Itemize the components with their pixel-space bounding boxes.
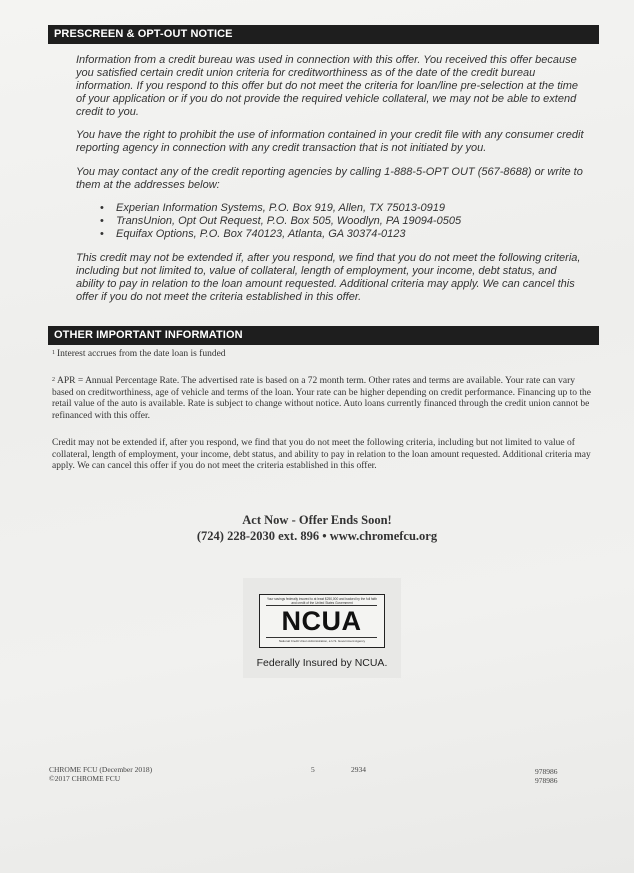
agency-equifax: • Equifax Options, P.O. Box 740123, Atlanta, GA 30374-0123	[100, 228, 580, 241]
footnote-2-mark: 2	[52, 377, 55, 383]
footnote-2-text: APR = Annual Percentage Rate. The advertised rate is based on a 72 month term. Other rates and terms are available. Your rate can vary based on creditworthiness, age of vehicle and terms of the loan. Your rate can be higher depending on credit performance. Financing up to the retail value of the auto is available. Rate is subject to change without notice. Auto loans currently financed through the credit union cannot be refinanced with this offer.	[52, 376, 591, 421]
prescreen-paragraph-4: This credit may not be extended if, after you respond, we find that you do not meet the following criteria, including but not limited to, value of collateral, length of employment, your income, debt status, and ability to pay in relation to the loan amount requested. Additional criteria may apply. We can cancel this offer if you do not meet the criteria established in this offer.	[76, 252, 581, 303]
footnote-2	[52, 376, 592, 422]
other-info-heading: OTHER IMPORTANT INFORMATION	[48, 326, 599, 345]
ncua-insurance-text: Your savings federally insured to at least $250,000 and backed by the full faith and credit of the United States Government	[266, 597, 378, 605]
footer-ref-1: 978986	[535, 767, 558, 776]
footnote-1-text: Interest accrues from the date loan is funded	[57, 349, 226, 359]
agency-experian: • Experian Information Systems, P.O. Box 919, Allen, TX 75013-0919	[100, 202, 580, 215]
ncua-rule-bottom	[266, 637, 377, 638]
cta-headline: Act Now - Offer Ends Soon!	[242, 513, 392, 527]
prescreen-heading: PRESCREEN & OPT-OUT NOTICE	[48, 25, 599, 44]
ncua-logo: NCUA	[281, 606, 362, 636]
ncua-sign	[259, 594, 385, 648]
footer-right	[535, 767, 558, 785]
agency-list	[100, 202, 580, 241]
footnote-1	[52, 349, 592, 361]
agency-transunion: • TransUnion, Opt Out Request, P.O. Box 505, Woodlyn, PA 19094-0505	[100, 215, 580, 228]
footer-form-id: CHROME FCU (December 2018)	[49, 765, 153, 774]
footnote-1-mark: 1	[52, 350, 55, 356]
ncua-badge	[243, 578, 401, 678]
prescreen-paragraph-2: You have the right to prohibit the use of information contained in your credit file with any consumer credit reporting agency in connection with any credit transaction that is not initiated by you.	[76, 129, 584, 154]
footer-code: 2934	[351, 765, 366, 774]
criteria-paragraph: Credit may not be extended if, after you respond, we find that you do not meet the following criteria, including but not limited to value of collateral, length of employment, your income, debt status, and ability to pay in relation to the loan amount requested. Additional criteria may apply. We can cancel this offer if you do not meet the criteria established in this offer.	[52, 438, 591, 471]
footer-ref-2: 978986	[535, 776, 558, 785]
cta-contact: (724) 228-2030 ext. 896 • www.chromefcu.org	[196, 529, 438, 543]
ncua-agency-text: National Credit Union Administration, a U.S. Government Agency	[278, 639, 366, 643]
prescreen-paragraph-1: Information from a credit bureau was used in connection with this offer. You received this offer because you satisfied certain credit union criteria for creditworthiness as of the date of the credit bureau information. If you respond to this offer but do not meet the criteria for loan/line pre-selection at the time of your application or if you do not provide the required vehicle collateral, we may not be able to extend credit to you.	[76, 54, 578, 118]
ncua-caption: Federally Insured by NCUA.	[256, 657, 388, 669]
footer-copyright: ©2017 CHROME FCU	[49, 774, 121, 783]
prescreen-paragraph-3: You may contact any of the credit reporting agencies by calling 1-888-5-OPT OUT (567-8688) or write to them at the addresses below:	[76, 166, 583, 191]
footer-left	[49, 765, 152, 783]
footer-page-number: 5	[311, 765, 315, 774]
